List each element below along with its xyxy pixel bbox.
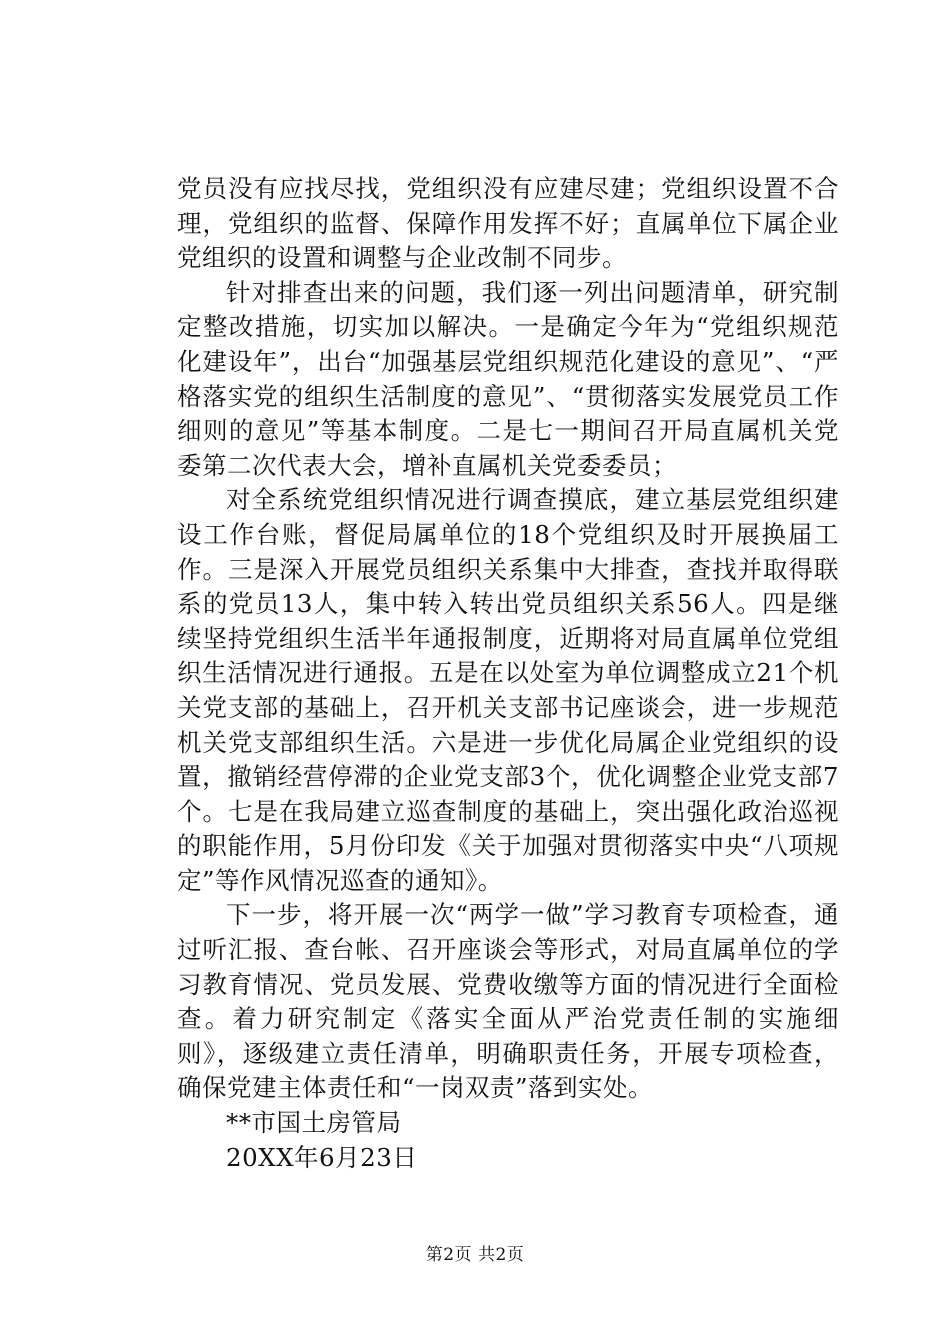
signature-date: 20XX年6月23日 xyxy=(226,1142,418,1172)
paragraph-investigation: 对全系统党组织情况进行调查摸底，建立基层党组织建设工作台账，督促局属单位的18个党组织及时开展换届工作。三是深入开展党员组织关系集中大排查，查找并取得联系的党员13人，集中转入转出党员组织关系56人。四是继续坚持党组织生活半年通报制度，近期将对局直属单位党组织生活情况进行通报。五是在以处室为单位调整成立21个机关党支部的基础上，召开机关支部书记座谈会，进一步规范机关党支部组织生活。六是进一步优化局属企业党组织的设置，撤销经营停滞的企业党支部3个，优化调整企业党支部7个。七是在我局建立巡查制度的基础上，突出强化政治巡视的职能作用，5月份印发《关于加强对贯彻落实中央“八项规定”等作风情况巡查的通知》。 xyxy=(177,485,839,895)
paragraph-rectification-measures: 针对排查出来的问题，我们逐一列出问题清单，研究制定整改措施，切实加以解决。一是确定今年为“党组织规范化建设年”，出台“加强基层党组织规范化建设的意见”、“严格落实党的组织生活制度的意见”、“贯彻落实发展党员工作细则的意见”等基本制度。二是七一期间召开局直属机关党委第二次代表大会，增补直属机关党委委员； xyxy=(177,277,839,480)
paragraph-continuation: 党员没有应找尽找，党组织没有应建尽建；党组织设置不合理，党组织的监督、保障作用发挥不好；直属单位下属企业党组织的设置和调整与企业改制不同步。 xyxy=(177,174,839,273)
page-number-footer: 第2页 共2页 xyxy=(425,1245,525,1265)
document-body xyxy=(177,172,839,1175)
signature-organization: **市国土房管局 xyxy=(226,1108,402,1138)
paragraph-next-steps: 下一步，将开展一次“两学一做”学习教育专项检查，通过听汇报、查台帐、召开座谈会等形式，对局直属单位的学习教育情况、党员发展、党费收缴等方面的情况进行全面检查。着力研究制定《落实全面从严治党责任制的实施细则》，逐级建立责任清单，明确职责任务，开展专项检查，确保党建主体责任和“一岗双责”落到实处。 xyxy=(177,900,839,1103)
